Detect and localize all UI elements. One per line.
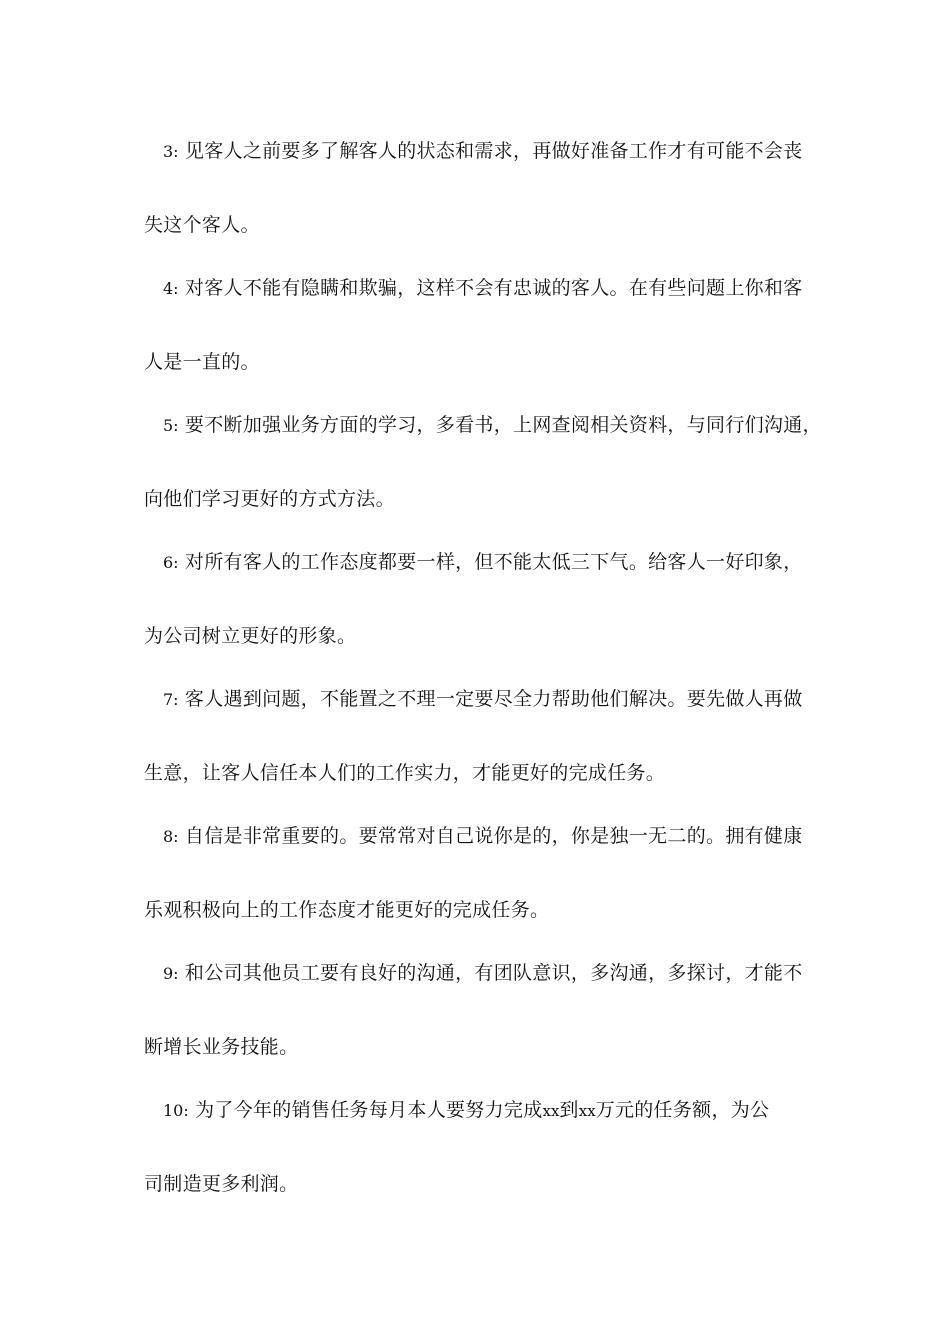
item-continuation-line: 司制造更多利润。 — [144, 1173, 299, 1195]
item-first-line — [163, 687, 803, 712]
item-number: 3: — [163, 142, 179, 161]
item-number: 8: — [163, 827, 179, 846]
item-number: 5: — [163, 416, 179, 435]
item-text: 对客人不能有隐瞒和欺骗，这样不会有忠诚的客人。在有些问题上你和客 — [184, 277, 803, 299]
item-number: 7: — [163, 690, 179, 709]
item-text: 见客人之前要多了解客人的状态和需求，再做好准备工作才有可能不会丧 — [184, 140, 803, 162]
item-text: 客人遇到问题，不能置之不理一定要尽全力帮助他们解决。要先做人再做 — [184, 688, 803, 710]
item-first-line — [163, 550, 803, 575]
item-first-line — [163, 139, 803, 164]
item-continuation-line: 生意，让客人信任本人们的工作实力，才能更好的完成任务。 — [144, 762, 666, 784]
item-text: 到 — [559, 1099, 579, 1121]
item-first-line — [163, 824, 803, 849]
item-continuation-line: 失这个客人。 — [144, 214, 260, 236]
item-text: 自信是非常重要的。要常常对自己说你是的，你是独一无二的。拥有健康 — [184, 825, 803, 847]
item-first-line — [163, 1098, 769, 1123]
item-first-line — [163, 276, 803, 301]
item-text: 对所有客人的工作态度都要一样，但不能太低三下气。给客人一好印象， — [184, 551, 803, 573]
item-first-line — [163, 961, 803, 986]
item-text: 为了今年的销售任务每月本人要努力完成 — [195, 1099, 543, 1121]
item-text: 和公司其他员工要有良好的沟通，有团队意识，多沟通，多探讨，才能不 — [184, 962, 803, 984]
item-number: 6: — [163, 553, 179, 572]
item-first-line — [163, 413, 822, 438]
item-continuation-line: 为公司树立更好的形象。 — [144, 625, 357, 647]
placeholder-amount: xx — [578, 1102, 596, 1120]
item-text: 万元的任务额，为公 — [595, 1099, 770, 1121]
item-continuation-line: 断增长业务技能。 — [144, 1036, 299, 1058]
item-continuation-line: 人是一直的。 — [144, 351, 260, 373]
placeholder-amount: xx — [542, 1102, 560, 1120]
item-number: 4: — [163, 279, 179, 298]
item-continuation-line: 乐观积极向上的工作态度才能更好的完成任务。 — [144, 899, 550, 921]
item-number: 10: — [163, 1101, 189, 1120]
item-continuation-line: 向他们学习更好的方式方法。 — [144, 488, 395, 510]
item-number: 9: — [163, 964, 179, 983]
item-text: 要不断加强业务方面的学习，多看书，上网查阅相关资料，与同行们沟通， — [184, 414, 822, 436]
